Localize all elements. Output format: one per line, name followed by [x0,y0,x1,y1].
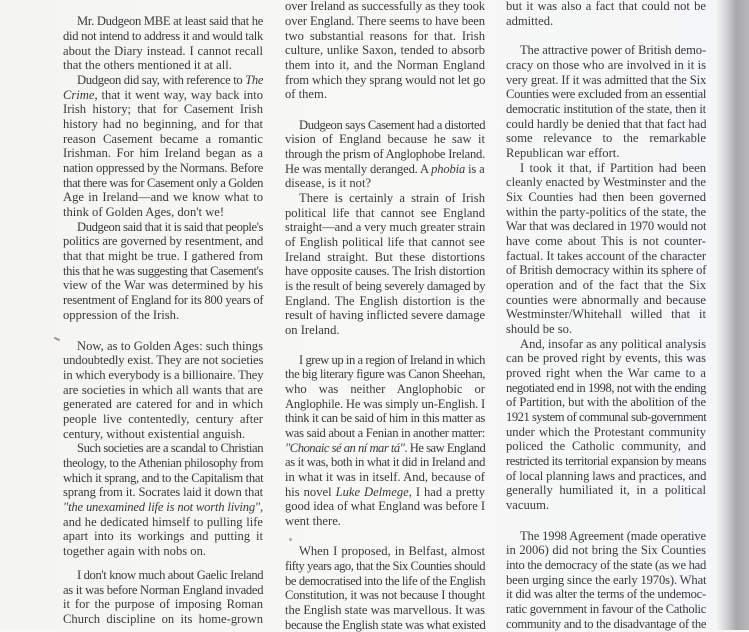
text-line: from which they sprang would not let go [285,72,486,87]
paragraph [63,220,263,323]
text-line: because the English state was what existed [285,617,486,632]
text-line: been urging since the early 1970s). What [506,572,707,587]
text-line: negotiated end in 1998, not with the ending [506,380,706,395]
text-line: are societies in which all wants that are [63,382,263,397]
text-line: that that might be true. I gathered from [63,249,263,264]
text-line: Constitution, it was not because I thought [285,588,485,603]
book-spine-shadow [717,0,749,630]
text-line: of British democracy within its sphere of [506,263,707,278]
text-line: it for the purpose of imposing Roman [63,597,263,612]
text-segment: , that it went way, way back into [94,87,263,102]
text-line: generally humiliated it, in a political [506,483,706,498]
text-line: resentment of England for its 800 years of [63,293,264,308]
text-line: two substantial reasons for that. Irish [285,28,485,43]
text-line: Westminster/Whitehall willed that it [506,307,706,322]
italic-text: The [245,73,264,88]
text-line: nation oppressed by the Normans. Before [63,161,264,176]
paragraph [285,544,485,632]
text-line: cleanly enacted by Westminster and the [506,175,706,190]
text-line: of Partition, but with the abolition of the [506,395,706,410]
text-line: England. The English distortion is the [285,293,485,308]
text-line: be democratised into the life of the English [285,573,486,588]
paragraph [506,0,706,29]
text-segment: his novel [285,484,336,499]
text-line: them into it, and the Norman England [285,58,485,73]
text-line: could hardly be denied that that fact had [506,116,707,131]
text-line: in what it was in itself. And, because of [285,469,485,484]
text-line: Age in Ireland—and we know what to [63,190,263,205]
text-line: is the result of being severely damaged by [285,278,486,293]
text-line: in which everybody is a billionaire. They [63,367,264,382]
text-line: some relevance to the remarkable [506,131,706,146]
paragraph [63,568,263,627]
text-line: did not intend to address it and would talk [63,29,263,44]
text-segment: . He saw England [404,440,486,455]
paragraph [63,339,263,442]
text-line: oppression of the Irish. [63,307,180,322]
text-line: I grew up in a region of Ireland in which [299,352,485,367]
text-line: as it was, both in what it did in Ireland and [285,455,486,470]
italic-text: phobia [431,161,466,176]
text-line: proved right when the War came to a [506,366,706,380]
text-line: restricted its territorial expansion by means [506,453,706,468]
text-line: of local planning laws and practices, and [506,468,707,483]
text-line: over Ireland as successfully as they took [285,0,485,14]
text-line: political life that cannot see England [285,205,485,220]
text-line: sprang from it. Socrates laid it down that [63,485,263,500]
paragraph [506,337,706,513]
text-segment: He was mentally deranged. A [285,161,432,176]
text-line: that the others mentioned it at all. [63,58,232,73]
text-line: it did was alter the terms of the undemoc- [506,587,706,602]
text-line [63,88,263,103]
text-line: view of the War was determined by his [63,278,263,293]
text-line: over England. There seems to have been [285,14,485,29]
text-line: There is certainly a strain of Irish [299,191,485,206]
text-segment: , I had a pretty [408,484,485,499]
text-line: of English political life that cannot see [285,235,485,250]
paragraph [506,529,706,632]
text-line: undoubtedly exist. They are not societies [63,353,264,368]
text-line: result of having inflicted severe damage [285,308,485,323]
paragraph [285,118,485,191]
text-segment: , [260,499,263,514]
text-line: policed the Catholic community, and [506,439,706,454]
paragraph [285,353,485,529]
text-line: I don't know much about Gaelic Ireland [77,568,264,582]
text-line: fifty years ago, that the Six Counties should [285,559,486,574]
text-line: who was neither Anglophobic or [285,382,485,396]
text-line: within the party-politics of the state, the [506,204,707,219]
text-line: The 1998 Agreement (made operative [520,528,706,543]
text-line: The attractive power of British demo- [520,43,706,58]
text-line: but it was also a fact that could not be [506,0,706,14]
italic-text: Luke Delmege [335,484,409,499]
text-line: Irish history; that for Casement Irish [63,102,263,117]
text-line: through the prism of Anglophobe Ireland. [285,147,485,161]
text-line: of them. [285,87,327,102]
text-line: Counties were excluded from an essential [506,87,707,102]
italic-text: Crime [63,87,95,102]
text-line: think of Golden Ages, don't we! [63,204,225,219]
text-line: operation and of the fact that the Six [506,277,706,292]
paragraph [63,441,263,558]
text-line: in 2006) did not bring the Six Counties [506,543,706,558]
text-line: people live contentedly, century after [63,411,263,426]
text-line: admitted. [506,14,554,29]
text-line [285,162,484,177]
paragraph [506,161,706,337]
paragraph [506,43,706,160]
paragraph [63,14,263,73]
text-line: and he dedicated himself to pulling life [63,514,263,529]
text-line: into the democracy of the state (as we had [506,558,706,572]
text-line: which it sprang, and to the Capitalism that [63,470,264,485]
text-line: counties were abnormally and because [506,292,706,307]
paragraph [285,191,485,338]
text-line: that there was for Casement only a Golden [63,175,264,190]
paragraph [285,0,485,102]
text-line: together again with nobs on. [63,543,207,558]
text-line: Anglophile. He was simply un-English. I [285,396,486,411]
text-line: under which the Protestant community [506,424,706,439]
text-line: factual. It takes account of the character [506,248,707,263]
text-segment: is a [465,161,485,176]
text-line: reason Casement became a romantic [63,131,263,146]
text-line: was said about a Fenian in another matter: [285,425,485,440]
text-line: about the Diary instead. I cannot recall [63,43,263,58]
text-line: history had no beginning, and for that [63,117,263,132]
text-line: Irishman. For him Ireland began as a [63,146,263,161]
text-line: When I proposed, in Belfast, almost [299,544,485,559]
text-line [63,73,263,88]
text-line: vision of England because he saw it [285,132,485,147]
text-line [285,441,485,456]
text-line: went there. [285,513,341,528]
text-line: vacuum. [506,497,550,512]
text-line: 1921 system of communal sub-government [506,409,707,424]
text-line: apart into its workings and putting it [63,529,263,544]
text-line: very great. If it was admitted that the Six [506,72,707,87]
text-line: Now, as to Golden Ages: such things [77,338,263,353]
text-line: generated are catered for and in which [63,397,263,412]
text-line: Six Counties had then been governed [506,189,706,204]
text-line: Mr. Dudgeon MBE at least said that he [77,14,263,29]
text-line: straight—and a very much greater strain [285,220,486,235]
text-line: century, without existential anguish. [63,426,246,441]
text-line: Dudgeon said that it is said that people's [77,219,263,234]
text-line: as it was before Norman England invaded [63,582,264,597]
text-line: have opposite causes. The Irish distortion [285,264,486,279]
text-line: community and to the disadvantage of the [506,616,707,631]
text-line: culture, unlike Saxon, tended to absorb [285,43,485,58]
text-line: War that was declared in 1970 would not [506,219,707,234]
text-line [63,500,263,515]
text-line: Church discipline on its home-grown [63,611,263,626]
text-line: Dudgeon says Casement had a distorted [299,117,486,132]
text-line: think it can be said of him in this matter as [285,411,485,426]
text-line: this that he was suggesting that Casement's [63,263,264,278]
text-line: And, insofar as any political analysis [520,336,707,351]
text-line: ratic government in favour of the Catholic [506,601,706,616]
text-line: the big literary figure was Canon Sheehan, [285,367,486,382]
italic-text: "Chonaic sé an ní mar tá" [285,440,405,455]
stray-dot [289,538,292,541]
text-line: disease, is it not? [285,176,372,191]
text-segment: Dudgeon did say, with reference to [77,73,246,88]
text-line: on Ireland. [285,322,340,337]
text-line: good idea of what England was before I [285,499,486,514]
text-line: should be so. [506,321,573,336]
text-line: Ireland straight. But these distortions [285,249,485,264]
text-line: Such societies are a scandal to Christian [77,441,264,456]
text-line: have come about This is not counter- [506,233,706,248]
text-line: I took it that, if Partition had been [520,160,706,175]
text-line: Republican war effort. [506,145,620,160]
text-line: cracy on those who are involved in it is [506,57,706,72]
text-line: democratic institution of the state, then it [506,101,706,116]
text-line: theology, to the Athenian philosophy from [63,455,264,470]
text-line [285,485,485,500]
paragraph [63,73,263,220]
text-line: politics are governed by resentment, and [63,234,264,249]
italic-text: "the unexamined life is not worth living" [63,499,261,514]
text-line: the English state was marvellous. It was [285,603,485,618]
text-line: can be proved right by events, this was [506,351,706,366]
